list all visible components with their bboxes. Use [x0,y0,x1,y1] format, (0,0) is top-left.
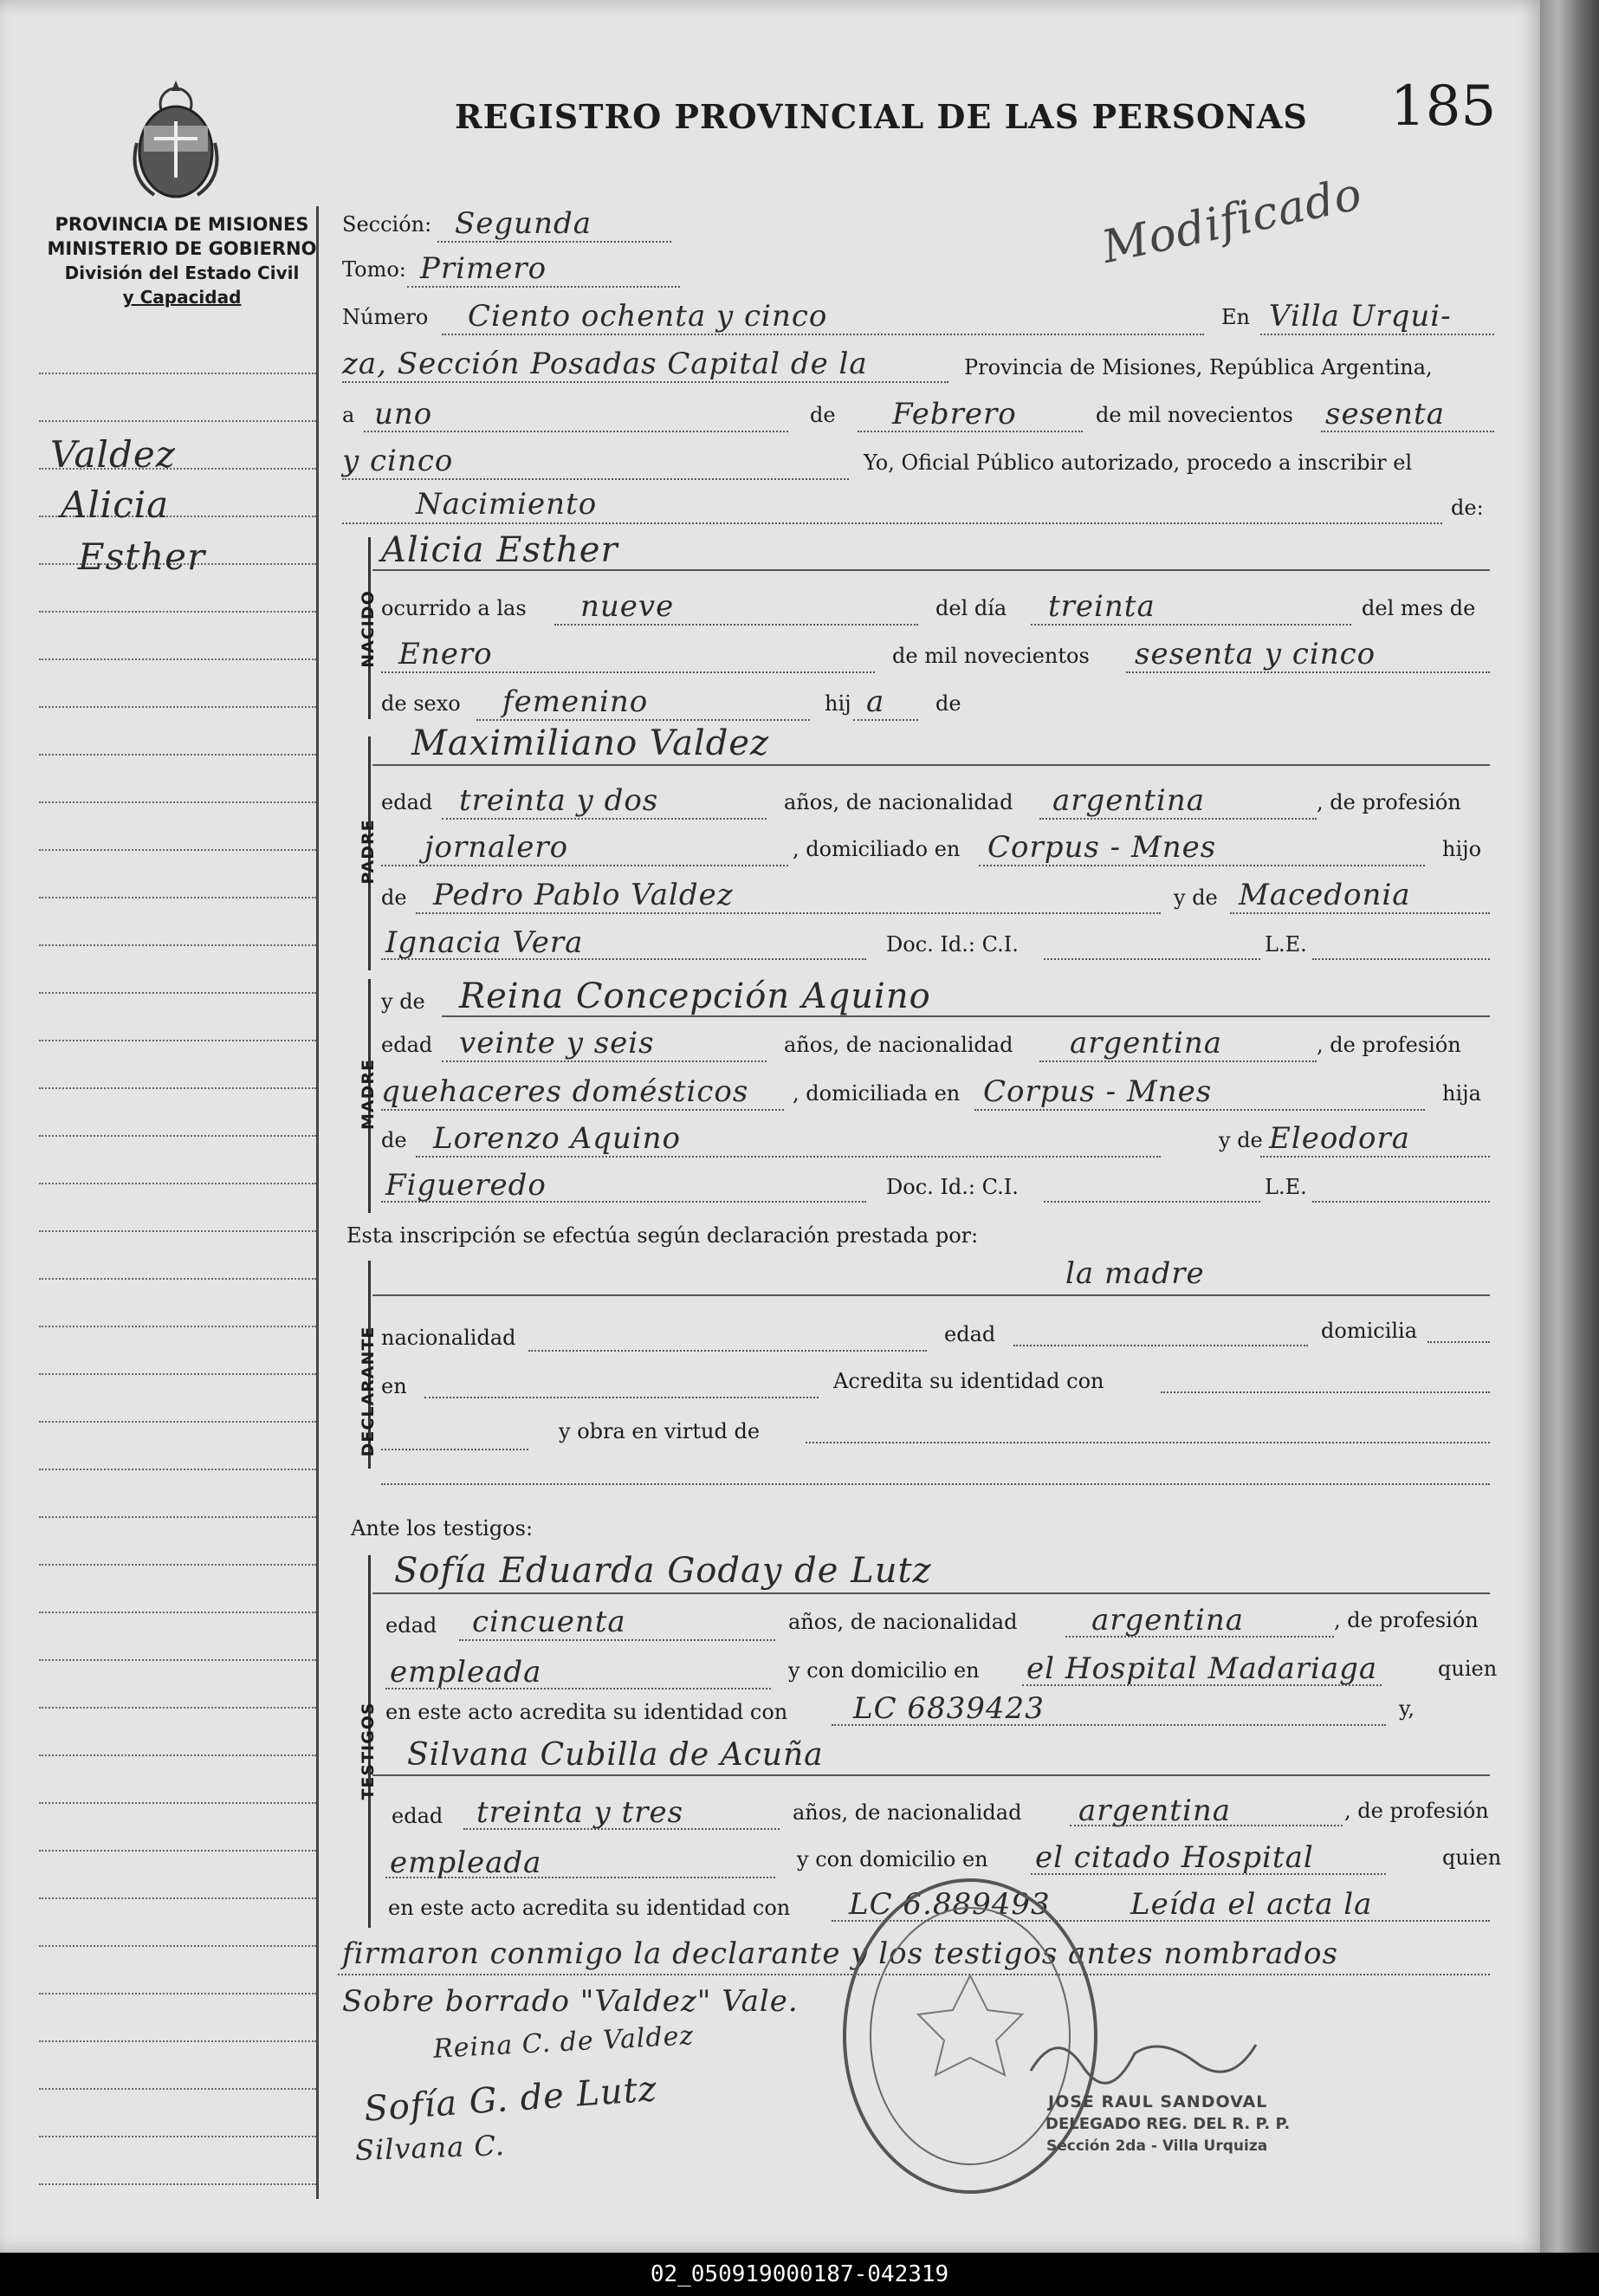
testigo-2-acredita-label: en este acto acredita su identidad con [388,1896,791,1920]
madre-madre-de-value-2: Figueredo [385,1168,547,1203]
margin-ruled-line [39,1373,316,1375]
declarante-edad-label: edad [944,1322,996,1346]
margin-ruled-line [39,1993,316,1994]
testigo-1-edad-value: cincuenta [472,1605,626,1639]
en-label: En [1221,305,1250,329]
margin-ruled-line [39,2183,316,2185]
testigo-2-name: Silvana Cubilla de Acuña [407,1737,824,1773]
madre-madre-de-value: Eleodora [1269,1121,1411,1156]
tomo-label: Tomo: [342,257,406,282]
margin-ruled-line [39,1850,316,1852]
testigo-1-acredita-label: en este acto acredita su identidad con [385,1700,788,1724]
madre-edad-value: veinte y seis [459,1026,655,1060]
margin-ruled-line [39,801,316,803]
testigos-intro: Ante los testigos: [351,1516,534,1540]
madre-nac-label: años, de nacionalidad [784,1033,1013,1057]
book-edge [1540,0,1599,2253]
testigos-section-label: TESTIGOS [359,1702,378,1800]
division-label: División del Estado Civil [64,263,300,283]
testigo-2-dom-label: y con domicilio en [797,1847,988,1871]
margin-ruled-line [39,1564,316,1566]
testigo-1-quien-label: quien [1438,1657,1498,1681]
testigo-1-dom-label: y con domicilio en [788,1658,980,1683]
madre-domicilio-value: Corpus - Mnes [983,1074,1213,1109]
madre-le-label: L.E. [1265,1175,1307,1199]
madre-dom-label: , domiciliada en [793,1081,961,1106]
margin-ruled-line [39,1516,316,1518]
hora-value: nueve [580,589,675,624]
margin-ruled-line [39,2088,316,2090]
testigo-1-prof-label: , de profesión [1334,1608,1479,1632]
padre-doc-label: Doc. Id.: C.I. [886,932,1019,957]
margin-ruled-line [39,1326,316,1327]
acto-value: Nacimiento [416,487,598,522]
padre-madre-de-value-2: Ignacia Vera [385,925,584,960]
margin-ruled-line [39,1469,316,1470]
testigo-2-domicilio-value: el citado Hospital [1035,1840,1314,1875]
mes-value: Febrero [892,397,1017,431]
madre-nacionalidad-value: argentina [1070,1026,1223,1060]
leida-text: Leída el acta la [1130,1887,1373,1922]
page-number: 185 [1390,75,1497,139]
tomo-value: Primero [420,251,547,286]
testigo-1-nac-label: años, de nacionalidad [788,1610,1018,1634]
margin-ruled-line [39,1612,316,1613]
dia-nac-value: treinta [1048,589,1156,624]
madre-name: Reina Concepción Aquino [459,976,931,1016]
padre-le-label: L.E. [1265,932,1307,957]
de-nac-label: de [935,691,961,716]
margin-rule [316,206,319,2199]
margin-ruled-line [39,1087,316,1089]
madre-hija-label: hija [1442,1081,1481,1106]
testigo-1-profesion-value: empleada [390,1655,542,1690]
oficial-text: Yo, Oficial Público autorizado, procedo a inscribir el [864,451,1413,475]
margin-ruled-line [39,706,316,708]
mil-label: de mil novecientos [1096,403,1293,427]
declarante-acredita-label: Acredita su identidad con [833,1369,1104,1393]
padre-name: Maximiliano Valdez [411,723,770,763]
sexo-value: femenino [502,684,649,719]
margin-surname: Valdez [50,433,176,476]
declarante-nac-label: nacionalidad [381,1326,516,1350]
padre-padre-de-value: Pedro Pablo Valdez [433,878,734,912]
division-label-2: y Capacidad [122,287,242,308]
margin-ruled-line [39,611,316,613]
testigo-2-nacionalidad-value: argentina [1078,1793,1232,1828]
provincia-text: Provincia de Misiones, República Argentina, [964,355,1433,379]
nacido-name: Alicia Esther [381,530,618,570]
madre-profesion-value: quehaceres domésticos [381,1074,749,1109]
testigo-2-quien-label: quien [1442,1845,1502,1870]
de-label: de [810,403,836,427]
testigo-1-doc-value: LC 6839423 [853,1691,1045,1726]
padre-nac-label: años, de nacionalidad [784,790,1013,814]
mes-nac-value: Enero [398,637,493,671]
testigo-2-profesion-value: empleada [390,1845,542,1880]
testigo-1-name: Sofía Eduarda Goday de Lutz [394,1551,932,1591]
madre-section-label: MADRE [359,1059,378,1130]
margin-ruled-line [39,1135,316,1137]
anio-value-2: y cinco [342,444,454,478]
closing-line-2: Sobre borrado "Valdez" Vale. [342,1984,799,2019]
declarante-intro: Esta inscripción se efectúa según declaración prestada por: [346,1223,979,1248]
margin-ruled-line [39,1421,316,1423]
padre-nacionalidad-value: argentina [1052,783,1206,818]
madre-y-de2-label: y de [1219,1128,1263,1152]
de-colon-label: de: [1451,496,1484,520]
margin-ruled-line [39,1897,316,1899]
margin-ruled-line [39,992,316,994]
margin-ruled-line [39,1278,316,1280]
padre-domicilio-value: Corpus - Mnes [987,830,1217,865]
madre-prof-label: , de profesión [1317,1033,1461,1057]
coat-of-arms-seal [128,74,223,204]
signature-testigo-1: Sofía G. de Lutz [362,2069,659,2130]
margin-ruled-line [39,849,316,851]
testigo-1-y-label: y, [1399,1696,1414,1721]
mil-nac-label: de mil novecientos [892,644,1090,668]
image-id-footer: 02_050919000187-042319 [0,2253,1599,2296]
padre-edad-label: edad [381,790,433,814]
madre-y-de-label: y de [381,989,425,1014]
testigo-2-doc-value: LC 6.889493 [849,1887,1051,1922]
a-label: a [342,403,355,427]
padre-profesion-value: jornalero [424,830,569,865]
madre-doc-label: Doc. Id.: C.I. [886,1175,1019,1199]
seccion-value: Segunda [455,206,592,241]
official-signature-scribble [1022,2019,1265,2088]
modification-stamp: Modificado [1097,167,1367,275]
declarante-en-label: en [381,1374,407,1398]
padre-y-de-label: y de [1174,885,1218,910]
padre-de-label: de [381,885,407,910]
anio-value: sesenta [1325,397,1445,431]
padre-madre-de-value: Macedonia [1239,878,1411,912]
lugar-value-2: za, Sección Posadas Capital de la [342,347,868,381]
margin-ruled-line [39,1707,316,1709]
register-title: REGISTRO PROVINCIAL DE LAS PERSONAS [455,97,1308,136]
margin-ruled-line [39,1945,316,1947]
margin-ruled-line [39,1754,316,1756]
del-dia-label: del día [935,596,1007,620]
margin-ruled-line [39,944,316,946]
margin-ruled-line [39,658,316,660]
madre-padre-de-value: Lorenzo Aquino [433,1121,681,1156]
del-mes-label: del mes de [1362,596,1476,620]
hij-suffix: a [866,684,885,719]
margin-ruled-line [39,1659,316,1661]
margin-ruled-line [39,897,316,898]
testigo-2-edad-label: edad [392,1804,443,1828]
testigo-1-nacionalidad-value: argentina [1091,1603,1245,1638]
madre-edad-label: edad [381,1033,433,1057]
madre-de-label: de [381,1128,407,1152]
declarante-obra-label: y obra en virtud de [559,1419,761,1443]
numero-value: Ciento ochenta y cinco [468,299,828,334]
anio-nac-value: sesenta y cinco [1135,637,1376,671]
declarante-section-label: DECLARANTE [359,1326,378,1457]
nacido-section-label: NACIDO [359,590,378,668]
testigo-1-edad-label: edad [385,1613,437,1638]
testigo-2-edad-value: treinta y tres [476,1795,684,1830]
testigo-2-prof-label: , de profesión [1344,1799,1489,1823]
numero-label: Número [342,305,429,329]
hij-label: hij [825,691,851,716]
margin-ruled-line [39,1802,316,1804]
ministry-label: MINISTERIO DE GOBIERNO [47,238,317,259]
declarante-name: la madre [1065,1256,1205,1291]
margin-ruled-line [39,420,316,422]
official-name: JOSE RAUL SANDOVAL [1048,2092,1268,2111]
margin-middle-name: Esther [78,535,206,578]
margin-first-name: Alicia [61,483,170,526]
official-title: DELEGADO REG. DEL R. P. P. [1046,2115,1291,2133]
margin-ruled-line [39,1230,316,1232]
margin-ruled-line [39,373,316,374]
seccion-label: Sección: [342,212,432,237]
ocurrido-label: ocurrido a las [381,596,527,620]
padre-section-label: PADRE [359,819,378,885]
closing-line-1: firmaron conmigo la declarante y los testigos antes nombrados [342,1936,1338,1971]
padre-dom-label: , domiciliado en [793,837,961,861]
padre-prof-label: , de profesión [1317,790,1461,814]
padre-hijo-label: hijo [1442,837,1482,861]
margin-ruled-line [39,2136,316,2137]
sexo-label: de sexo [381,691,461,716]
province-label: PROVINCIA DE MISIONES [55,214,309,235]
dia-value: uno [374,397,433,431]
official-section: Sección 2da - Villa Urquiza [1046,2137,1268,2155]
margin-ruled-line [39,754,316,756]
margin-ruled-line [39,1183,316,1184]
declarante-dom-label: domicilia [1321,1319,1418,1343]
margin-ruled-line [39,1040,316,1041]
signature-declarante: Reina C. de Valdez [432,2020,696,2065]
padre-edad-value: treinta y dos [459,783,659,818]
margin-ruled-line [39,2040,316,2042]
testigo-1-domicilio-value: el Hospital Madariaga [1026,1651,1378,1686]
testigo-2-nac-label: años, de nacionalidad [793,1800,1022,1825]
signature-testigo-2: Silvana C. [354,2128,506,2168]
lugar-value: Villa Urqui- [1269,299,1452,334]
